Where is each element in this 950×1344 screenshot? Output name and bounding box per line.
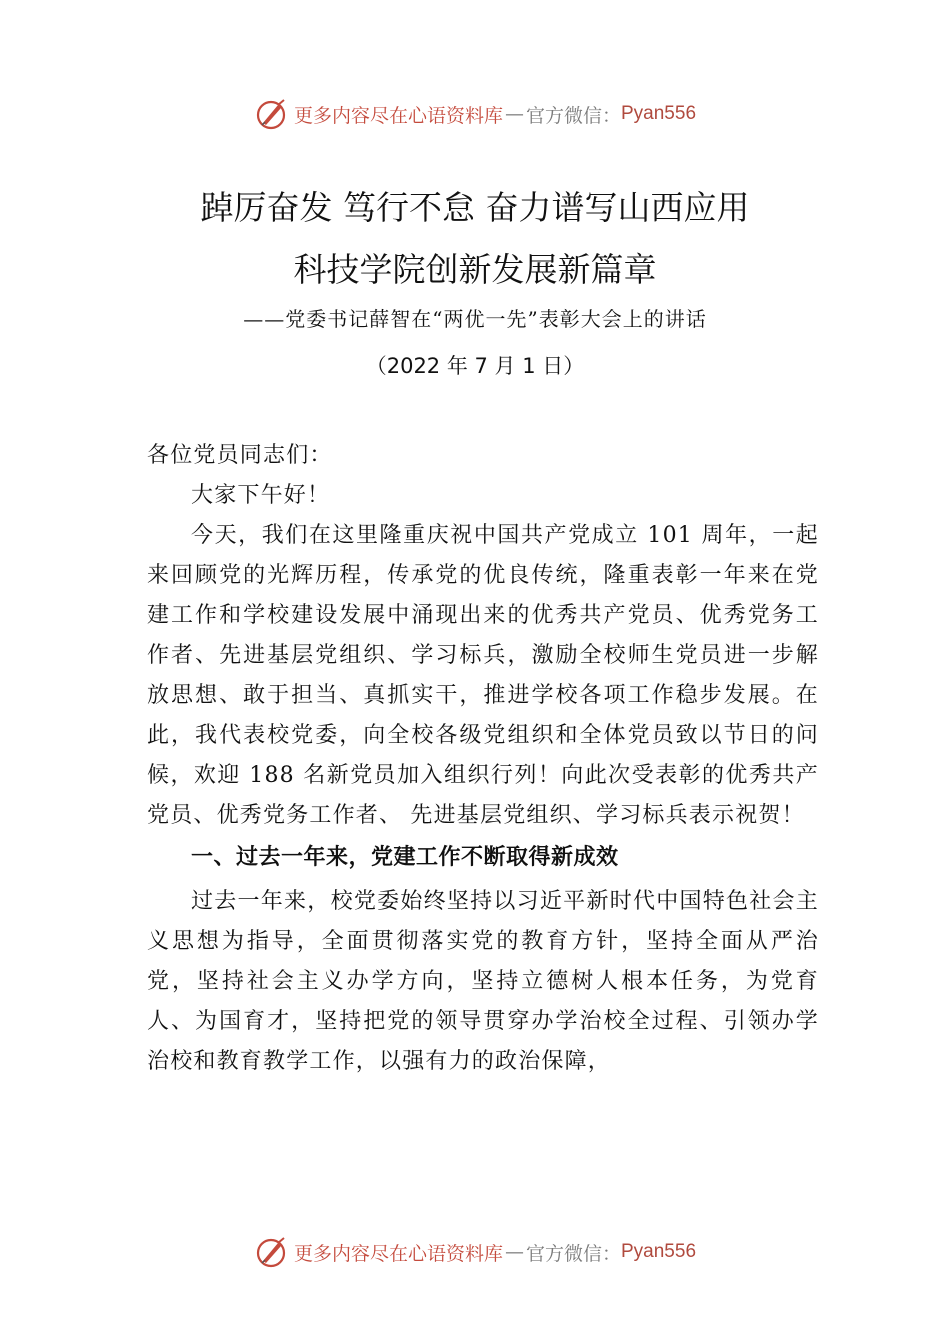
document-body <box>147 436 819 1082</box>
paragraph-1: 今天，我们在这里隆重庆祝中国共产党成立 101 周年，一起来回顾党的光辉历程，传承党的优良传统，隆重表彰一年来在党建工作和学校建设发展中涌现出来的优秀共产党员、优秀党务工作者、先进基层党组织、学习标兵，激励全校师生党员进一步解放思想、敢于担当、真抓实干，推进学校各项工作稳步发展。在此，我代表校党委，向全校各级党组织和全体党员致以节日的问候，欢迎 188 名新党员加入组织行列！向此次受表彰的优秀共产党员、优秀党务工作者、 先进基层党组织、学习标兵表示祝贺！ <box>147 523 819 828</box>
header-watermark <box>0 92 950 136</box>
watermark-wechat-id: Pyan556 <box>621 1241 697 1262</box>
quill-pen-logo-icon <box>254 97 288 131</box>
watermark-label: 官方微信： <box>525 104 621 127</box>
watermark-brand: 更多内容尽在心语资料库 <box>293 1242 503 1265</box>
watermark-brand: 更多内容尽在心语资料库 <box>293 104 503 127</box>
watermark-separator: — <box>504 1241 524 1263</box>
paragraph-2: 过去一年来，校党委始终坚持以习近平新时代中国特色社会主义思想为指导，全面贯彻落实党的教育方针，坚持全面从严治党，坚持社会主义办学方向，坚持立德树人根本任务，为党育人、为国育才，坚持把党的领导贯穿办学治校全过程、引领办学治校和教育教学工作，以强有力的政治保障， <box>147 889 819 1074</box>
document-date: （2022 年 7 月 1 日） <box>365 354 585 378</box>
quill-pen-logo-icon <box>254 1235 288 1269</box>
watermark-wechat-id: Pyan556 <box>621 103 697 124</box>
document-subtitle: ——党委书记薛智在“两优一先”表彰大会上的讲话 <box>243 307 707 331</box>
greeting: 大家下午好！ <box>191 483 331 508</box>
watermark-separator: — <box>504 103 524 125</box>
watermark-label: 官方微信： <box>525 1242 621 1265</box>
footer-watermark <box>0 1230 950 1274</box>
section-heading-1: 一、过去一年来，党建工作不断取得新成效 <box>191 845 619 870</box>
document-title-line-1: 踔厉奋发 笃行不怠 奋力谱写山西应用 <box>200 188 750 227</box>
document-title-line-2: 科技学院创新发展新篇章 <box>293 250 657 289</box>
salutation: 各位党员同志们： <box>147 443 333 468</box>
